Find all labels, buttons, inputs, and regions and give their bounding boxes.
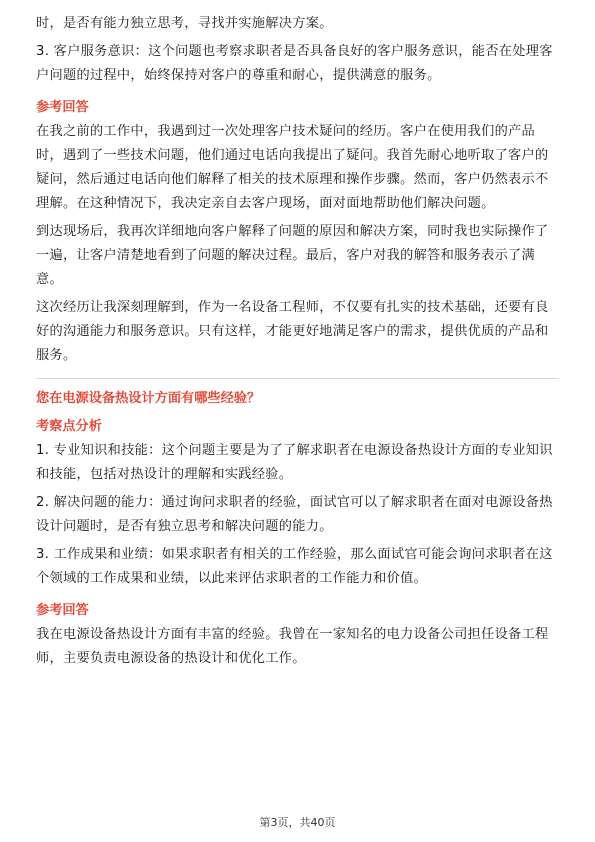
answer-paragraph-1: 在我之前的工作中，我遇到过一次处理客户技术疑问的经历。客户在使用我们的产品时，遇到了一些技术问题，他们通过电话向我提出了疑问。我首先耐心地听取了客户的疑问，然后通过电话向他们解释了相关的技术原理和操作步骤。然而，客户仍然表示不理解。在这种情况下，我决定亲自去客户现场，面对面地帮助他们解决问题。 — [36, 124, 549, 211]
paragraph-continuation: 时，是否有能力独立思考，寻找并实施解决方案。 — [36, 16, 333, 31]
section-divider — [36, 378, 559, 379]
answer-paragraph-3: 这次经历让我深刻理解到，作为一名设备工程师，不仅要有扎实的技术基础，还要有良好的沟通能力和服务意识。只有这样，才能更好地满足客户的需求，提供优质的产品和服务。 — [36, 300, 549, 363]
reference-answer-label: 参考回答 — [36, 100, 89, 115]
analysis-label: 考察点分析 — [36, 419, 102, 434]
page-number: 第3页，共40页 — [259, 816, 336, 829]
question-title: 您在电源设备热设计方面有哪些经验？ — [36, 391, 261, 406]
analysis-item-3: 3. 工作成果和业绩：如果求职者有相关的工作经验，那么面试官可能会询问求职者在这个领域的工作成果和业绩，以此来评估求职者的工作能力和价值。 — [36, 547, 553, 586]
analysis-item-2: 2. 解决问题的能力：通过询问求职者的经验，面试官可以了解求职者在面对电源设备热设计问题时，是否有独立思考和解决问题的能力。 — [36, 495, 553, 534]
answer-paragraph-2: 到达现场后，我再次详细地向客户解释了问题的原因和解决方案，同时我也实际操作了一遍，让客户清楚地看到了问题的解决过程。最后，客户对我的解答和服务表示了满意。 — [36, 224, 549, 287]
list-item-customer-service: 3. 客户服务意识：这个问题也考察求职者是否具备良好的客户服务意识，能否在处理客户问题的过程中，始终保持对客户的尊重和耐心，提供满意的服务。 — [36, 44, 553, 83]
analysis-item-1: 1. 专业知识和技能：这个问题主要是为了了解求职者在电源设备热设计方面的专业知识和技能，包括对热设计的理解和实践经验。 — [36, 443, 553, 482]
reference-answer-label-2: 参考回答 — [36, 603, 89, 618]
document-page — [36, 0, 559, 671]
answer-paragraph-q2: 我在电源设备热设计方面有丰富的经验。我曾在一家知名的电力设备公司担任设备工程师，主要负责电源设备的热设计和优化工作。 — [36, 627, 549, 666]
